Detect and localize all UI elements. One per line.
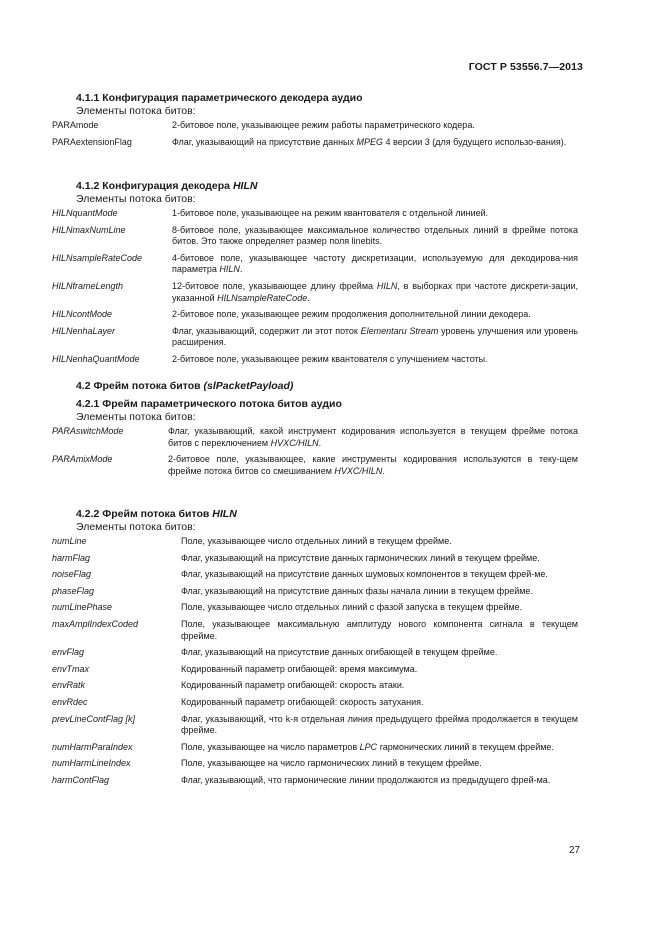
section-4-2-1 — [52, 398, 578, 482]
definition-row — [52, 742, 578, 754]
definition-row — [52, 120, 578, 132]
term: HILNcontMode — [52, 309, 113, 320]
definition-row — [52, 664, 578, 676]
description: Флаг, указывающий на присутствие данных шумовых компонентов в текущем фрей-ме. — [181, 569, 548, 580]
definition-row — [52, 569, 578, 581]
definition-row — [52, 775, 578, 787]
term: HILNmaxNumLine — [52, 224, 126, 235]
definition-row — [52, 553, 578, 565]
section-4-1-2 — [52, 180, 578, 371]
term: numLine — [52, 536, 87, 546]
definition-row — [52, 354, 578, 366]
section-title: 4.1.2 Конфигурация декодера HILN — [76, 180, 258, 192]
term: numLinePhase — [52, 602, 113, 613]
description: 12-битовое поле, указывающее длину фрейма HILN, в выборках при частоте дискрети-зации, указанной HILNsampleRateCode. — [172, 280, 579, 303]
description: Флаг, указывающий, какой инструмент кодирования используется в текущем фрейме потока битов с переключением HVXC/HILN. — [168, 426, 578, 448]
description: Флаг, указывающий на присутствие данных MPEG 4 версии 3 (для будущего использо-вания). — [172, 136, 567, 147]
description: 2-битовое поле, указывающее, какие инструменты кодирования используются в теку-щем фрейме потока битов со смешиванием HVXC/HILN. — [168, 454, 578, 476]
term: numHarmParaIndex — [52, 741, 133, 752]
term: HILNframeLength — [52, 280, 124, 291]
section-title: 4.1.1 Конфигурация параметрического декодера аудио — [76, 92, 363, 104]
description: Флаг, указывающий на присутствие данных огибающей в текущем фрейме. — [181, 647, 498, 658]
description: Флаг, указывающий, содержит ли этот поток Elementaru Stream уровень улучшения или уровень расширения. — [172, 325, 578, 348]
term: maxAmplIndexCoded — [52, 618, 139, 629]
definition-row — [52, 454, 578, 477]
term: envTmax — [52, 663, 90, 674]
term: HILNenhaLayer — [52, 325, 116, 336]
description: Кодированный параметр огибающей: скорость затухания. — [181, 696, 424, 707]
description: Поле, указывающее на число гармонических линий в текущем фрейме. — [181, 758, 482, 769]
section-subtitle: Элементы потока битов: — [76, 105, 196, 117]
definition-row — [52, 225, 578, 248]
term: harmFlag — [52, 552, 91, 563]
section-4-2-2 — [52, 508, 578, 792]
term: phaseFlag — [52, 585, 95, 596]
section-title: 4.2.2 Фрейм потока битов HILN — [76, 508, 237, 520]
description: 2-битовое поле, указывающее режим квантователя с улучшением частоты. — [172, 353, 488, 364]
description: 2-битовое поле, указывающее режим работы параметрического кодера. — [172, 120, 475, 130]
term: PARAswitchMode — [52, 426, 124, 436]
description: Кодированный параметр огибающей: время максимума. — [181, 663, 418, 674]
description: Поле, указывающее число отдельных линий в текущем фрейме. — [181, 536, 452, 546]
term: PARAextensionFlag — [52, 136, 132, 147]
definition-row — [52, 137, 578, 149]
description: Поле, указывающее на число параметров LPC гармонических линий в текущем фрейме. — [181, 741, 554, 752]
definition-row — [52, 326, 578, 349]
section-subtitle: Элементы потока битов: — [76, 521, 196, 533]
term: prevLineContFlag [k] — [52, 713, 136, 724]
section-4-2 — [52, 380, 578, 393]
definition-row — [52, 309, 578, 321]
description: Кодированный параметр огибающей: скорость атаки. — [181, 680, 405, 691]
standard-number-header: ГОСТ Р 53556.7—2013 — [468, 61, 583, 73]
description: Поле, указывающее число отдельных линий с фазой запуска в текущем фрейме. — [181, 602, 523, 613]
definition-row — [52, 281, 578, 304]
term: numHarmLineIndex — [52, 758, 131, 769]
definition-row — [52, 536, 578, 548]
term: HILNenhaQuantMode — [52, 353, 140, 364]
definition-row — [52, 680, 578, 692]
description: Поле, указывающее максимальную амплитуду нового компонента сигнала в текущем фрейме. — [181, 618, 578, 641]
term: PARAmode — [52, 120, 99, 130]
section-4-1-1 — [52, 92, 578, 153]
description: 1-битовое поле, указывающее на режим квантователя с отдельной линией. — [172, 208, 489, 218]
definition-row — [52, 208, 578, 220]
description: Флаг, указывающий на присутствие данных фазы начала линии в текущем фрейме. — [181, 585, 533, 596]
definition-row — [52, 426, 578, 449]
term: HILNquantMode — [52, 208, 118, 218]
definition-row — [52, 758, 578, 770]
term: envRdec — [52, 696, 88, 707]
term: envRatk — [52, 680, 86, 691]
description: 4-битовое поле, указывающее частоту дискретизации, используемую для декодирова-ния параметра HILN. — [172, 252, 578, 275]
term: harmContFlag — [52, 774, 110, 785]
description: Флаг, указывающий на присутствие данных гармонических линий в текущем фрейме. — [181, 552, 540, 563]
section-title: 4.2 Фрейм потока битов (slPacketPayload) — [76, 380, 294, 392]
term: HILNsampleRateCode — [52, 252, 143, 263]
section-title: 4.2.1 Фрейм параметрического потока битов аудио — [76, 398, 342, 410]
definition-row — [52, 697, 578, 709]
section-subtitle: Элементы потока битов: — [76, 193, 196, 205]
description: 2-битовое поле, указывающее режим продолжения дополнительной линии декодера. — [172, 309, 531, 320]
definition-row — [52, 253, 578, 276]
definition-row — [52, 619, 578, 642]
definition-row — [52, 586, 578, 598]
description: 8-битовое поле, указывающее максимальное количество отдельных линий в фрейме потока битов. Это также определяет размер поля linebits. — [172, 224, 578, 247]
page-number: 27 — [569, 845, 581, 856]
definition-row — [52, 602, 578, 614]
description: Флаг, указывающий, что гармонические линии продолжаются из предыдущего фрей-ма. — [181, 774, 551, 785]
definition-row — [52, 647, 578, 659]
description: Флаг, указывающий, что k-я отдельная линия предыдущего фрейма продолжается в текущем фрейме. — [181, 713, 578, 736]
section-subtitle: Элементы потока битов: — [76, 411, 196, 423]
definition-row — [52, 714, 578, 737]
term: noiseFlag — [52, 569, 92, 580]
term: PARAmixMode — [52, 454, 113, 465]
term: envFlag — [52, 647, 85, 658]
